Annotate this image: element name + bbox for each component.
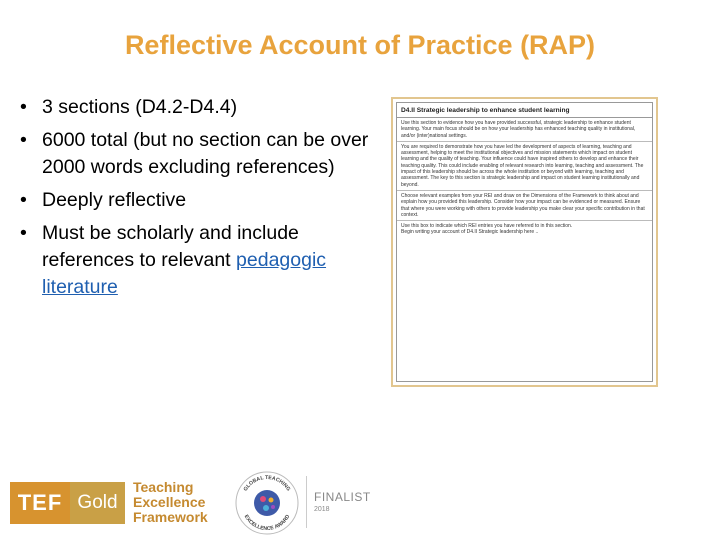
bullet-item [16, 220, 376, 301]
document-paragraph: You are required to demonstrate how you have led the development of aspects of learning, teaching and assessment, helping to meet the institutional objectives and mission statements which impact on student learning and the quality of teaching. Your influence could have inspired others to develop and enhance their teaching quality. This could include enabling of relevant research into learning, teaching and assessment. The impact of this leadership should be across the whole institution or beyond with learning, teaching and assessment. The key to this section is strategic leadership and impact on student learning institutionally and beyond. [397, 142, 652, 191]
tef-gold-logo [10, 482, 125, 524]
document-paragraph: Choose relevant examples from your REI and draw on the Dimensions of the Framework to think about and explain how you provided this leadership. Consider how your impact can be evidenced or measured. Ensure that where you were working with others to provide leadership you make clear your specific contribution in that context. [397, 191, 652, 221]
tef-line: Excellence [133, 494, 206, 510]
tef-wordmark [133, 480, 208, 525]
footer-logos [0, 460, 720, 540]
global-teaching-award-icon [234, 470, 300, 536]
document-frame [396, 102, 653, 382]
finalist-year: 2018 [314, 506, 330, 513]
logo-divider [306, 476, 307, 528]
tef-line: Framework [133, 509, 208, 525]
bullet-list [16, 94, 376, 307]
bullet-item: • 6000 total (but no section can be over 2000 words excluding references) [16, 127, 376, 181]
tef-logo-text: TEF [10, 482, 70, 524]
document-writing-area [397, 221, 652, 238]
tef-line: Teaching [133, 479, 194, 495]
bullet-text: Must be scholarly and include references to relevant [42, 222, 299, 271]
slide-title: Reflective Account of Practice (RAP) [124, 30, 596, 60]
document-heading: D4.II Strategic leadership to enhance student learning [397, 103, 652, 118]
bullet-item: • Deeply reflective [16, 187, 376, 214]
award-top-text: GLOBAL TEACHING [242, 474, 292, 493]
document-instruction: Use this box to indicate which REI entries you have referred to in this section. [401, 223, 573, 230]
document-screenshot [391, 97, 658, 387]
finalist-label: FINALIST [314, 490, 371, 504]
document-paragraph: Use this section to evidence how you have provided successful, strategic leadership to enhance student learning. Your main focus should be on how your leadership has enhanced teaching quality in institutional, and/or (inter)national settings. [397, 118, 652, 142]
pedagogic-literature-link[interactable]: pedagogic literature [42, 249, 327, 298]
gold-logo-text: Gold [70, 482, 125, 524]
bullet-item: • 3 sections (D4.2-D4.4) [16, 94, 376, 121]
award-bottom-text: EXCELLENCE AWARD [242, 513, 292, 533]
document-placeholder: Begin writing your account of D4.II Strategic leadership here .. [401, 229, 539, 236]
